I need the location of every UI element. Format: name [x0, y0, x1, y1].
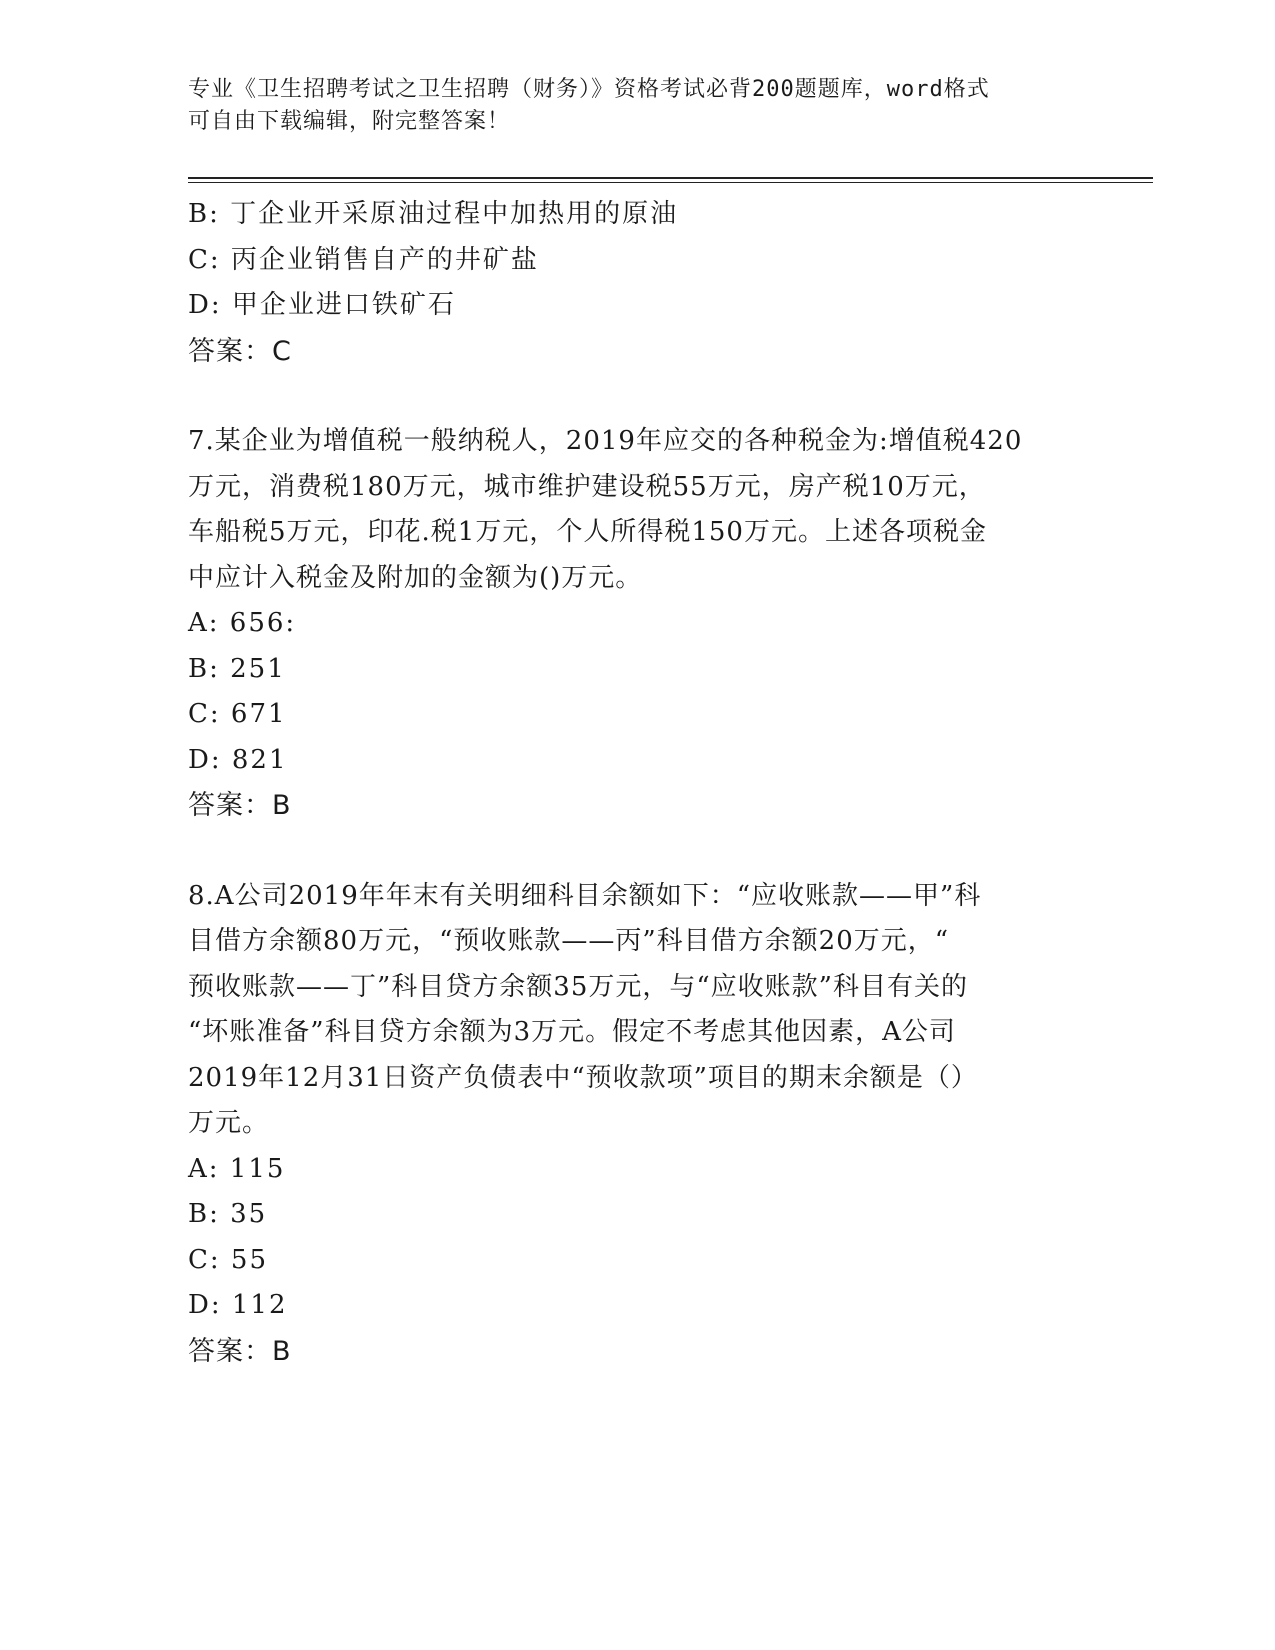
option-c: C: 671	[188, 699, 287, 729]
option-c: C: 丙企业销售自产的井矿盐	[188, 244, 539, 275]
header-line-2: 可自由下载编辑，附完整答案！	[188, 109, 511, 134]
option-b: B: 丁企业开采原油过程中加热用的原油	[188, 199, 679, 229]
option-b: B: 251	[188, 653, 286, 684]
option-a: A: 115	[188, 1153, 286, 1184]
question-line: 7.某企业为增值税一般纳税人，2019年应交的各种税金为:增值税420	[188, 426, 1023, 456]
answer: 答案：B	[188, 1335, 292, 1367]
question-line: 车船税5万元，印花.税1万元，个人所得税150万元。上述各项税金	[188, 517, 987, 547]
option-b: B: 35	[188, 1199, 268, 1229]
option-d: D: 821	[188, 744, 288, 775]
question-8	[188, 874, 1088, 1375]
header-line-1: 专业《卫生招聘考试之卫生招聘（财务）》资格考试必背200题题库，word格式	[188, 77, 990, 102]
question-line: 预收账款——丁”科目贷方余额35万元，与“应收账款”科目有关的	[188, 971, 968, 1002]
question-7	[188, 419, 1088, 829]
question-line: 2019年12月31日资产负债表中“预收款项”项目的期末余额是（）	[188, 1062, 978, 1093]
question-text	[188, 419, 1088, 601]
question-text	[188, 874, 1088, 1147]
question-line: 中应计入税金及附加的金额为()万元。	[188, 562, 643, 593]
option-c: C: 55	[188, 1244, 269, 1275]
document-header	[188, 74, 1088, 138]
spacer	[188, 829, 1088, 874]
header-divider	[188, 177, 1153, 183]
question-line: 万元。	[188, 1108, 270, 1138]
option-d: D: 甲企业进口铁矿石	[188, 290, 456, 320]
option-a: A: 656:	[188, 608, 297, 638]
question-line: “坏账准备”科目贷方余额为3万元。假定不考虑其他因素，A公司	[188, 1017, 956, 1047]
option-d: D: 112	[188, 1290, 288, 1320]
spacer	[188, 374, 1088, 419]
answer: 答案：C	[188, 335, 292, 367]
question-line: 万元，消费税180万元，城市维护建设税55万元，房产税10万元，	[188, 471, 986, 502]
answer: 答案：B	[188, 790, 292, 821]
question-6-continued	[188, 192, 1088, 374]
question-line: 目借方余额80万元，“预收账款——丙”科目借方余额20万元，“	[188, 926, 950, 956]
document-body	[188, 192, 1088, 1374]
question-line: 8.A公司2019年年末有关明细科目余额如下：“应收账款——甲”科	[188, 880, 982, 911]
